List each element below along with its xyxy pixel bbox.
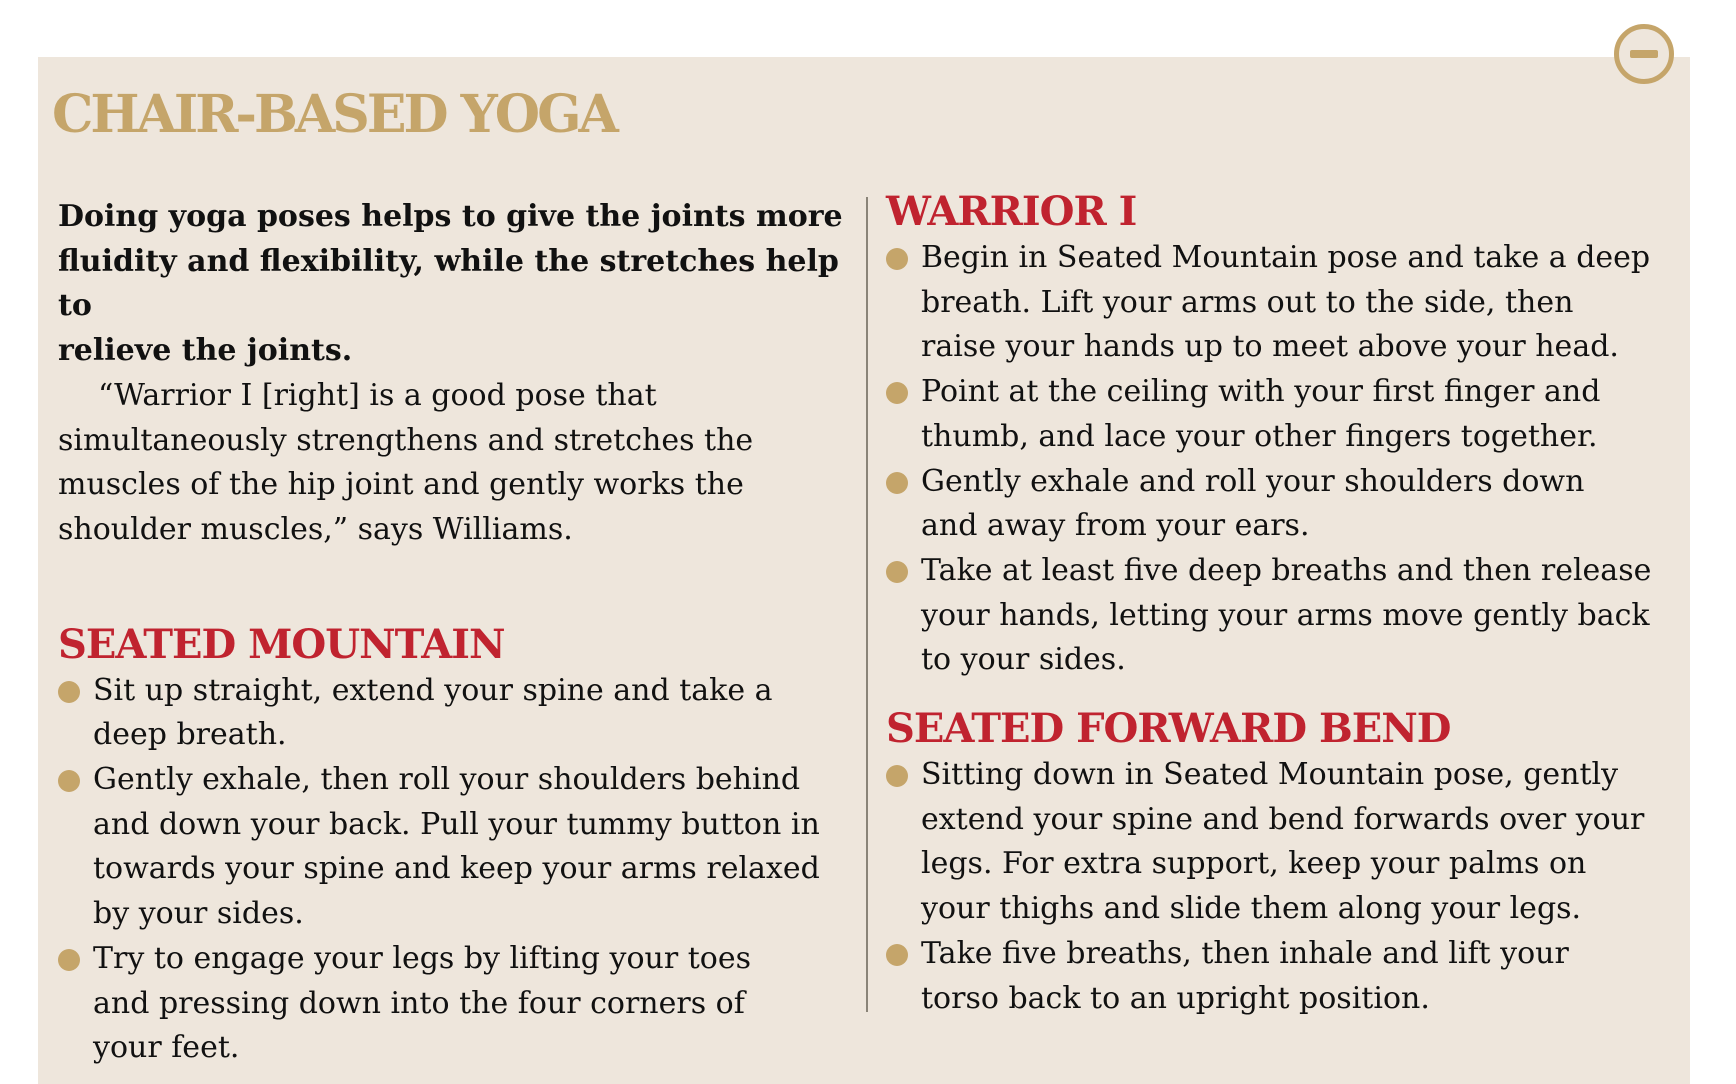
seated-mountain-steps <box>58 669 858 1071</box>
list-item <box>886 370 1686 459</box>
seated-forward-bend-heading: SEATED FORWARD BEND <box>886 705 1451 753</box>
list-item <box>886 236 1686 370</box>
step-text: Gently exhale, then roll your shoulders behind and down your back. Pull your tummy button in towards your spine and keep your arms relaxed by your sides. <box>93 762 820 932</box>
warrior-i-steps <box>886 236 1686 683</box>
bullet-icon <box>886 765 908 787</box>
step-text: Begin in Seated Mountain pose and take a deep breath. Lift your arms out to the side, then raise your hands up to meet above your head. <box>921 240 1651 365</box>
step-text: Try to engage your legs by lifting your toes and pressing down into the four corners of your feet. <box>93 940 752 1066</box>
bullet-icon <box>886 561 908 583</box>
step-text: Gently exhale and roll your shoulders down and away from your ears. <box>921 463 1585 544</box>
left-column <box>58 195 858 1071</box>
step-text: Take at least five deep breaths and then release your hands, letting your arms move gently back to your sides. <box>921 552 1652 678</box>
bullet-icon <box>886 472 908 494</box>
step-text: Sit up straight, extend your spine and take a deep breath. <box>93 672 773 753</box>
step-text: Take five breaths, then inhale and lift your torso back to an upright position. <box>921 935 1569 1016</box>
warrior-i-heading: WARRIOR I <box>886 188 1137 235</box>
bullet-icon <box>58 681 80 703</box>
right-column <box>886 188 1686 1021</box>
bullet-icon <box>886 382 908 404</box>
bullet-icon <box>58 770 80 792</box>
bullet-icon <box>58 949 80 971</box>
column-divider <box>866 197 868 1012</box>
list-item <box>886 753 1686 932</box>
intro-paragraph: Doing yoga poses helps to give the joints more fluidity and flexibility, while the stretches help to relieve the joints. <box>58 199 843 369</box>
step-text: Point at the ceiling with your first finger and thumb, and lace your other fingers together. <box>921 374 1601 454</box>
list-item <box>886 932 1686 1021</box>
step-text: Sitting down in Seated Mountain pose, gently extend your spine and bend forwards over your legs. For extra support, keep your palms on your thighs and slide them along your legs. <box>921 757 1645 927</box>
quote-paragraph: “Warrior I [right] is a good pose that simultaneously strengthens and stretches the muscles of the hip joint and gently works the shoulder muscles,” says Williams. <box>58 377 754 547</box>
bullet-icon <box>886 248 908 270</box>
minus-circle-icon[interactable] <box>1614 24 1674 84</box>
minus-bar <box>1630 50 1658 58</box>
seated-forward-bend-steps <box>886 753 1686 1021</box>
bullet-icon <box>886 944 908 966</box>
page-title: CHAIR-BASED YOGA <box>52 84 616 145</box>
list-item <box>58 758 858 937</box>
list-item <box>58 669 858 758</box>
seated-mountain-heading: SEATED MOUNTAIN <box>58 620 505 668</box>
list-item <box>58 937 858 1071</box>
list-item <box>886 460 1686 549</box>
list-item <box>886 549 1686 683</box>
